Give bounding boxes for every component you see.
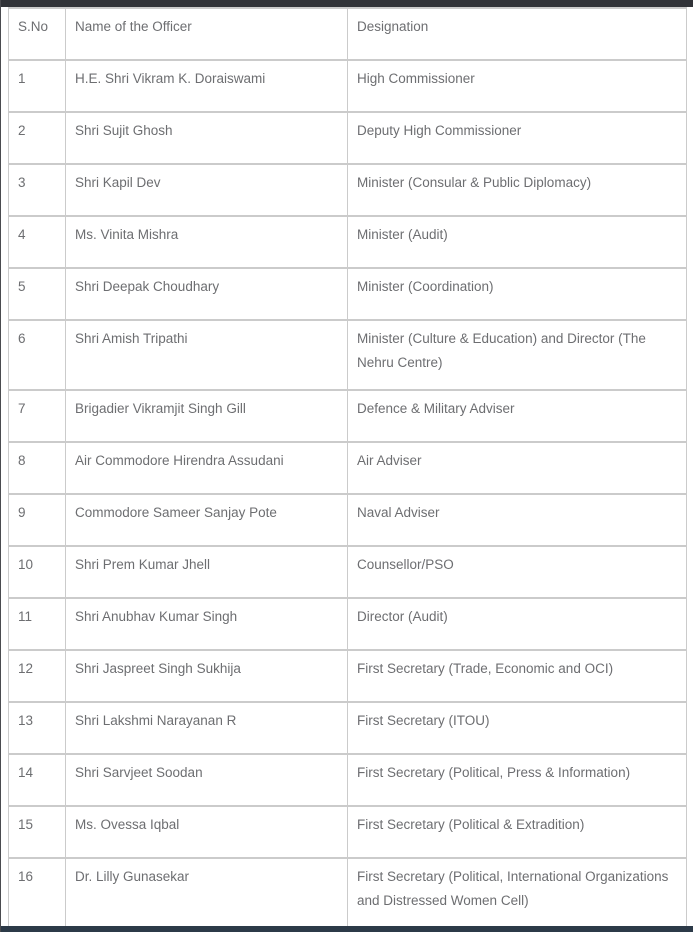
sno-cell: 11 — [9, 598, 66, 650]
name-cell: Air Commodore Hirendra Assudani — [66, 442, 348, 494]
name-cell: Shri Lakshmi Narayanan R — [66, 702, 348, 754]
designation-cell: First Secretary (ITOU) — [348, 702, 687, 754]
designation-cell: Counsellor/PSO — [348, 546, 687, 598]
top-dark-bar — [0, 0, 693, 7]
name-cell: Shri Jaspreet Singh Sukhija — [66, 650, 348, 702]
sno-cell: 5 — [9, 268, 66, 320]
sno-cell: 4 — [9, 216, 66, 268]
table-row — [9, 320, 687, 390]
designation-cell: Director (Audit) — [348, 598, 687, 650]
name-cell: Shri Deepak Choudhary — [66, 268, 348, 320]
designation-cell: First Secretary (Trade, Economic and OCI) — [348, 650, 687, 702]
table-row — [9, 442, 687, 494]
table-row — [9, 60, 687, 112]
sno-cell: 15 — [9, 806, 66, 858]
bottom-dark-bar — [0, 926, 693, 932]
table-row — [9, 268, 687, 320]
sno-cell: 3 — [9, 164, 66, 216]
name-cell: Shri Sarvjeet Soodan — [66, 754, 348, 806]
name-cell: Shri Sujit Ghosh — [66, 112, 348, 164]
name-cell: Shri Amish Tripathi — [66, 320, 348, 390]
name-cell: Commodore Sameer Sanjay Pote — [66, 494, 348, 546]
table-row — [9, 806, 687, 858]
designation-cell: Minister (Coordination) — [348, 268, 687, 320]
table-row — [9, 216, 687, 268]
name-cell: Shri Anubhav Kumar Singh — [66, 598, 348, 650]
officers-table-body — [9, 60, 687, 928]
column-header-name: Name of the Officer — [66, 8, 348, 60]
designation-cell: Minister (Consular & Public Diplomacy) — [348, 164, 687, 216]
designation-cell: Deputy High Commissioner — [348, 112, 687, 164]
table-row — [9, 858, 687, 928]
sno-cell: 6 — [9, 320, 66, 390]
name-cell: Dr. Lilly Gunasekar — [66, 858, 348, 928]
sno-cell: 14 — [9, 754, 66, 806]
officers-table-container — [8, 7, 686, 929]
table-row — [9, 112, 687, 164]
officers-table — [8, 7, 687, 929]
name-cell: Ms. Vinita Mishra — [66, 216, 348, 268]
designation-cell: Defence & Military Adviser — [348, 390, 687, 442]
table-header-row — [9, 8, 687, 60]
designation-cell: High Commissioner — [348, 60, 687, 112]
designation-cell: First Secretary (Political, International Organizations and Distressed Women Cell) — [348, 858, 687, 928]
column-header-designation: Designation — [348, 8, 687, 60]
sno-cell: 2 — [9, 112, 66, 164]
designation-cell: Minister (Audit) — [348, 216, 687, 268]
designation-cell: Minister (Culture & Education) and Director (The Nehru Centre) — [348, 320, 687, 390]
name-cell: Shri Kapil Dev — [66, 164, 348, 216]
table-row — [9, 494, 687, 546]
name-cell: Brigadier Vikramjit Singh Gill — [66, 390, 348, 442]
table-row — [9, 390, 687, 442]
designation-cell: First Secretary (Political & Extradition) — [348, 806, 687, 858]
sno-cell: 12 — [9, 650, 66, 702]
sno-cell: 10 — [9, 546, 66, 598]
designation-cell: Air Adviser — [348, 442, 687, 494]
sno-cell: 7 — [9, 390, 66, 442]
designation-cell: First Secretary (Political, Press & Information) — [348, 754, 687, 806]
table-row — [9, 754, 687, 806]
table-row — [9, 650, 687, 702]
sno-cell: 13 — [9, 702, 66, 754]
sno-cell: 1 — [9, 60, 66, 112]
sno-cell: 16 — [9, 858, 66, 928]
column-header-sno: S.No — [9, 8, 66, 60]
name-cell: H.E. Shri Vikram K. Doraiswami — [66, 60, 348, 112]
table-row — [9, 598, 687, 650]
sno-cell: 8 — [9, 442, 66, 494]
designation-cell: Naval Adviser — [348, 494, 687, 546]
table-row — [9, 702, 687, 754]
name-cell: Ms. Ovessa Iqbal — [66, 806, 348, 858]
name-cell: Shri Prem Kumar Jhell — [66, 546, 348, 598]
window-left-edge — [0, 0, 1, 932]
sno-cell: 9 — [9, 494, 66, 546]
table-row — [9, 546, 687, 598]
table-row — [9, 164, 687, 216]
